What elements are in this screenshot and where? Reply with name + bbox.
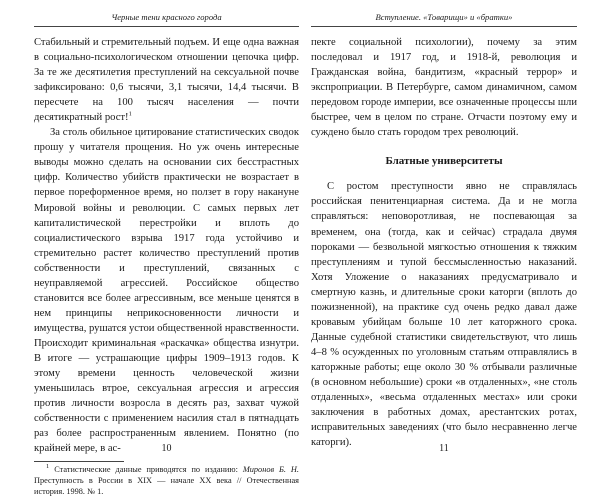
paragraph-2: За столь обильное цитирование статистических сводок прошу у читателя прощения. Но уж очень интересные выводы можно сделать на основании сих бесстрастных цифр. Количество убийств практически не возрастает в первое пореформенное время, но ползет в гору накануне Мировой войны и революции. С самых первых лет капиталистической перестройки и вплоть до социалистического взрыва 1917 года устойчиво и стремительно растет количество преступлений против собственности и преступлений, связанных с неуправляемой агрессией. Российское общество становится все более агрессивным, все меньше ценятся в нем принципы неприкосновенности личности и имущества, рушатся устои общественной нравственности. Происходит криминальная «раскачка» общества изнутри. В итоге — устрашающие цифры 1909–1913 годов. К этому времени ценность человеческой жизни уменьшилась втрое, сексуальная агрессия и агрессия против личности возросла в десять раз, захват чужой собственности с применением насилия стал в пятнадцать раз более распространенным явлением. Понятно (по крайней мере, в ас-: [34, 127, 299, 455]
paragraph-penitentiary: С ростом преступности явно не справлялась российская пенитенциарная система. Да и не могла справляться: неповоротливая, не поспевающая за временем, она (тогда, как и сейчас) страдала двумя пороками — безвольной мягкостью отношения к тяжким преступлениям и тупой бессмысленностью наказаний. Хотя Уложение о наказаниях предусматривало и смертную казнь, и длительные сроки каторги (вплоть до пожизненной), на практике суд очень редко давал даже кровавым убийцам больше 10 лет каторжного срока. Данные судебной статистики свидетельствуют, что лишь 4–8 % осужденных по уголовным статьям отправлялись в каторжные работы; еще около 30 % отбывали различные (в основном небольшие) сроки «в отдаленных», «не столь отдаленных», «весьма отдаленных местах» или сроки заключения в работных домах, арестантских ротах, исправительных заведениях (что было несравненно легче каторги).: [311, 181, 577, 449]
footnote-author: Миронов Б. Н.: [242, 465, 299, 475]
footnote-text-after: Преступность в России в XIX — начале XX века // Отечественная история. 1998. № 1.: [34, 475, 299, 496]
paragraph-1-text: Стабильный и стремительный подъем. И еще одна важная в социально-психологическом отношении цепочка цифр. За те же десятилетия преступлений на сексуальной почве зафиксировано: 0,6 тысячи, 3,1 тысячи, 14,4 тысячи. В пересчете на 100 тысяч населения — почти десятикратный рост!: [34, 37, 299, 124]
right-page: [311, 0, 577, 480]
running-head-left: Черные тени красного города: [34, 0, 299, 27]
right-page-body: [311, 35, 577, 450]
section-title: Блатные университеты: [385, 155, 503, 168]
paragraph-1: [34, 35, 299, 125]
footnote-mark: 1: [46, 463, 50, 471]
footnote-text-before: Статистические данные приводятся по изданию:: [54, 465, 243, 475]
running-head-right: Вступление. «Товарищи» и «братки»: [311, 0, 577, 27]
page-number-left: 10: [161, 443, 172, 454]
page-number-right: 11: [439, 443, 449, 454]
footnote-divider: [34, 461, 124, 462]
left-page: [34, 0, 299, 496]
footnote-reference: 1: [128, 110, 132, 118]
left-page-body: [34, 35, 299, 456]
footnote: [34, 465, 299, 497]
paragraph-continued: пекте социальной психологии), почему за этим последовал и 1917 год, и 1918-й, революция и Гражданская война, бандитизм, «красный террор» и экспроприации. В Петербурге, самом динамичном, самом передовом городе империи, все означенные процессы шли быстрее, чем в целом по стране. Отчасти поэтому ему и суждено было стать городом трех революций.: [311, 37, 577, 139]
